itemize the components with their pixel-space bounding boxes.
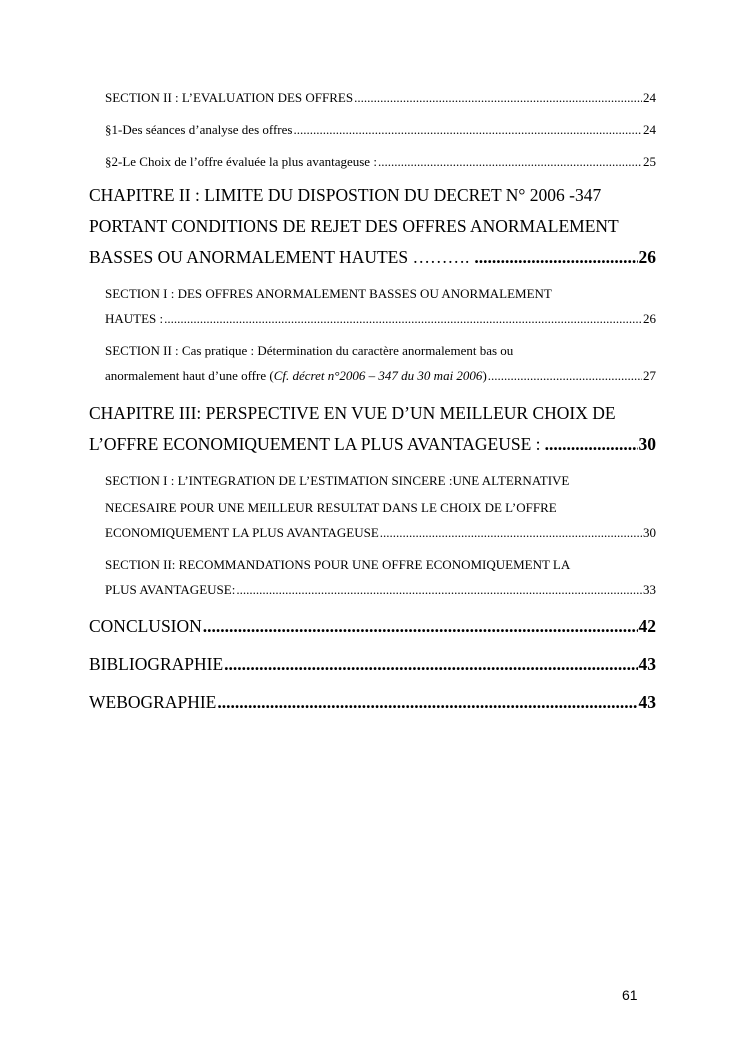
toc-section-estimation-line-2 bbox=[89, 494, 656, 521]
toc-chapter-text: L’OFFRE ECONOMIQUEMENT LA PLUS AVANTAGEUSE : bbox=[89, 434, 541, 454]
toc-chapter-2-line-3 bbox=[89, 242, 656, 280]
toc-entry-text: SECTION I : L’INTEGRATION DE L’ESTIMATION SINCERE :UNE ALTERNATIVE bbox=[105, 473, 570, 488]
decree-reference: Cf. décret n°2006 – 347 du 30 mai 2006 bbox=[273, 368, 483, 383]
toc-text-prefix: anormalement haut d’une offre ( bbox=[105, 368, 274, 383]
toc-page-number: 26 bbox=[643, 311, 656, 326]
toc-section-offres-anormales-line-1 bbox=[89, 280, 656, 307]
toc-page-number: 24 bbox=[643, 90, 656, 105]
toc-entry-text: HAUTES : bbox=[105, 311, 164, 326]
toc-page-number: 43 bbox=[638, 654, 656, 674]
toc-section-cas-pratique-line-2 bbox=[89, 364, 656, 398]
toc-page-number: 27 bbox=[643, 368, 656, 383]
toc-section-estimation-line-1 bbox=[89, 467, 656, 494]
toc-entry-text: ECONOMIQUEMENT LA PLUS AVANTAGEUSE bbox=[105, 525, 379, 540]
toc-section-offres-anormales-line-2 bbox=[89, 307, 656, 337]
toc-entry-text: NECESAIRE POUR UNE MEILLEUR RESULTAT DANS LE CHOIX DE L’OFFRE bbox=[105, 500, 557, 515]
toc-page-number: 30 bbox=[643, 525, 656, 540]
toc-chapter-3-line-1 bbox=[89, 398, 656, 429]
toc-leader-dots bbox=[380, 521, 642, 545]
toc-chapter-text: BASSES OU ANORMALEMENT HAUTES ………. bbox=[89, 247, 470, 267]
toc-page-number: 24 bbox=[643, 122, 656, 137]
page-number: 61 bbox=[622, 987, 638, 1003]
toc-leader-dots bbox=[224, 648, 637, 680]
toc-page-number: 25 bbox=[643, 154, 656, 169]
toc-entry-text: PLUS AVANTAGEUSE: bbox=[105, 582, 236, 597]
toc-section-recommandations-line-2 bbox=[89, 578, 656, 610]
toc-entry-webographie bbox=[89, 686, 656, 724]
toc-section-estimation-line-3 bbox=[89, 521, 656, 551]
toc-chapter-2-line-2 bbox=[89, 211, 656, 242]
toc-leader-dots bbox=[545, 429, 638, 460]
toc-leader-dots bbox=[378, 150, 642, 174]
toc-leader-dots bbox=[474, 242, 637, 273]
toc-page-number: 30 bbox=[638, 434, 656, 454]
toc-leader-dots bbox=[354, 86, 642, 110]
toc-section-cas-pratique-line-1 bbox=[89, 337, 656, 364]
toc-page-number: 43 bbox=[638, 692, 656, 712]
toc-chapter-text: CHAPITRE II : LIMITE DU DISPOSTION DU DECRET N° 2006 -347 bbox=[89, 185, 602, 205]
toc-entry-text: §1-Des séances d’analyse des offres bbox=[105, 122, 293, 137]
toc-chapter-2-line-1 bbox=[89, 180, 656, 211]
toc-entry-text: WEBOGRAPHIE bbox=[89, 692, 217, 712]
toc-chapter-text: CHAPITRE III: PERSPECTIVE EN VUE D’UN MEILLEUR CHOIX DE bbox=[89, 403, 616, 423]
toc-entry-text: SECTION II : Cas pratique : Détermination du caractère anormalement bas ou bbox=[105, 343, 514, 358]
toc-chapter-3-line-2 bbox=[89, 429, 656, 467]
toc-section-recommandations-line-1 bbox=[89, 551, 656, 578]
toc-entry-text: BIBLIOGRAPHIE bbox=[89, 654, 224, 674]
toc-entry-text: CONCLUSION bbox=[89, 616, 202, 636]
toc-page-number: 33 bbox=[643, 582, 656, 597]
toc-entry-seances bbox=[89, 118, 656, 150]
toc-entry-text: §2-Le Choix de l’offre évaluée la plus avantageuse : bbox=[105, 154, 377, 169]
toc-entry-text: SECTION II : L’EVALUATION DES OFFRES bbox=[105, 90, 354, 105]
toc-text-suffix: ) bbox=[482, 368, 487, 383]
toc-entry-text: SECTION I : DES OFFRES ANORMALEMENT BASSES OU ANORMALEMENT bbox=[105, 286, 552, 301]
toc-leader-dots bbox=[236, 578, 642, 602]
toc-leader-dots bbox=[488, 364, 642, 388]
toc-chapter-text: PORTANT CONDITIONS DE REJET DES OFFRES ANORMALEMENT bbox=[89, 216, 619, 236]
toc-page-number: 42 bbox=[638, 616, 656, 636]
toc-entry-conclusion bbox=[89, 610, 656, 648]
toc-entry-section-evaluation bbox=[89, 86, 656, 118]
toc-entry-text bbox=[105, 364, 487, 388]
toc-entry-text: SECTION II: RECOMMANDATIONS POUR UNE OFFRE ECONOMIQUEMENT LA bbox=[105, 557, 571, 572]
toc-page-number: 26 bbox=[638, 247, 656, 267]
table-of-contents bbox=[89, 86, 656, 724]
toc-leader-dots bbox=[164, 307, 642, 331]
toc-entry-bibliographie bbox=[89, 648, 656, 686]
toc-leader-dots bbox=[293, 118, 642, 142]
toc-leader-dots bbox=[203, 610, 638, 642]
toc-leader-dots bbox=[217, 686, 637, 718]
toc-entry-choix bbox=[89, 150, 656, 180]
